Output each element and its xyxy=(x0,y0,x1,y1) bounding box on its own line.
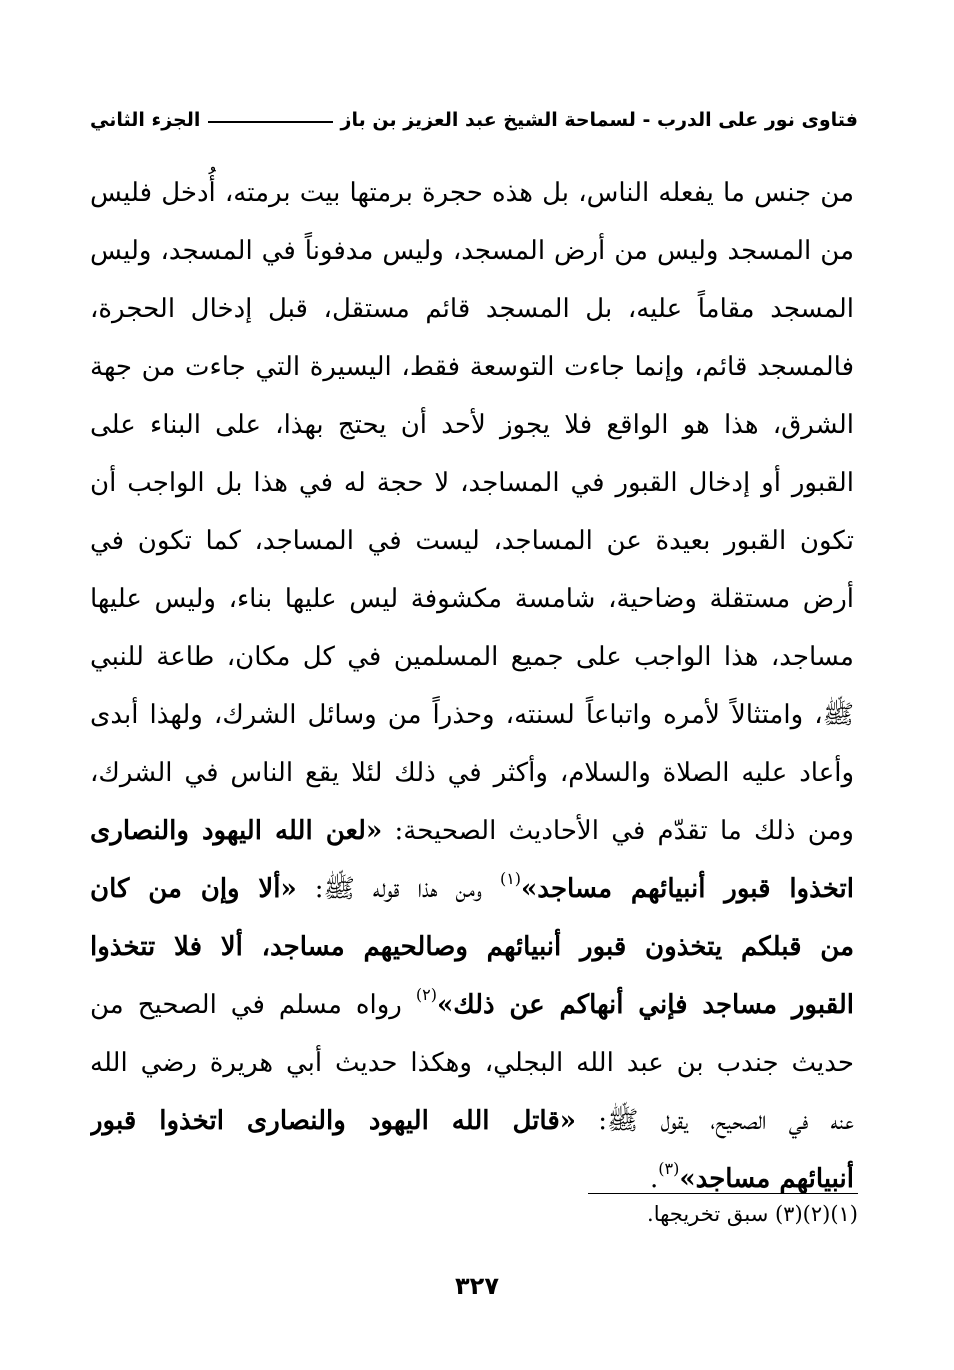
hadith-quote: «قاتل الله اليهود والنصارى اتخذوا قبور xyxy=(90,1106,577,1136)
footnote-ref-2: (٢) xyxy=(415,985,437,1005)
text-line-15 xyxy=(90,976,854,1034)
hadith-quote: أنبيائهم مساجد» xyxy=(679,1164,854,1194)
text-plain: . xyxy=(649,1164,659,1194)
text-line-10: ﷺ، وامتثالاً لأمره واتباعاً لسنته، وحذراً من وسائل الشرك، ولهذا أبدى xyxy=(90,700,854,730)
text-line-2: من المسجد وليس من أرض المسجد، وليس مدفوناً في المسجد، وليس xyxy=(90,236,854,266)
volume-label: الجزء الثاني xyxy=(90,109,201,131)
text-line-14 xyxy=(90,918,854,976)
text-line-11: وأعاد عليه الصلاة والسلام، وأكثر في ذلك لئلا يقع الناس في الشرك، xyxy=(90,758,854,788)
text-line-3: المسجد مقاماً عليه، بل المسجد قائم مستقل، قبل إدخال الحجرة، xyxy=(90,294,854,324)
running-header xyxy=(90,104,858,136)
text-plain: ومن ذلك ما تقدّم في الأحاديث الصحيحة: xyxy=(382,816,854,846)
text-line-6: القبور أو إدخال القبور في المساجد، لا حجة له في هذا بل الواجب أن xyxy=(90,468,854,498)
body-text xyxy=(90,164,854,1208)
footnote-ref-1: (١) xyxy=(499,869,522,889)
footnote-ref-3: (٣) xyxy=(658,1159,680,1179)
text-line-7: تكون القبور بعيدة عن المساجد، ليست في المساجد، كما تكون في xyxy=(90,526,854,556)
header-rule xyxy=(208,121,332,123)
text-line-9: مساجد، هذا الواجب على جميع المسلمين في كل مكان، طاعة للنبي xyxy=(90,642,854,672)
hadith-quote: القبور مساجد فإني أنهاكم عن ذلك» xyxy=(436,990,854,1020)
text-line-13 xyxy=(90,860,854,918)
text-plain: عنه في الصحيح، يقول ﷺ: xyxy=(576,1106,854,1136)
hadith-quote: اتخذوا قبور أنبيائهم مساجد» xyxy=(521,874,854,904)
text-plain: ومن هذا قوله ﷺ: xyxy=(296,874,500,904)
text-plain: رواه مسلم في الصحيح من xyxy=(90,990,416,1020)
footnote-rule xyxy=(588,1193,858,1194)
hadith-quote: «لعن الله اليهود والنصارى xyxy=(90,816,383,846)
hadith-quote: من قبلكم يتخذون قبور أنبيائهم وصالحيهم مساجد، ألا فلا تتخذوا xyxy=(90,932,854,962)
footnote-text: (١)(٢)(٣) سبق تخريجها. xyxy=(647,1202,858,1226)
text-line-16: حديث جندب بن عبد الله البجلي، وهكذا حديث أبي هريرة رضي الله xyxy=(90,1048,854,1078)
book-title: فتاوى نور على الدرب - لسماحة الشيخ عبد العزيز بن باز xyxy=(340,109,858,131)
text-line-8: أرض مستقلة وضاحية، شامسة مكشوفة ليس عليها بناء، وليس عليها xyxy=(90,584,854,614)
text-line-5: الشرق، هذا هو الواقع فلا يجوز لأحد أن يحتج بهذا، على البناء على xyxy=(90,410,854,440)
text-line-12 xyxy=(90,802,854,860)
page-number: ٣٢٧ xyxy=(455,1272,499,1300)
text-line-17 xyxy=(90,1092,854,1150)
text-line-1: من جنس ما يفعله الناس، بل هذه حجرة برمتها بيت برمته، أُدخل فليس xyxy=(90,178,854,208)
text-line-4: فالمسجد قائم، وإنما جاءت التوسعة فقط، اليسيرة التي جاءت من جهة xyxy=(90,352,854,382)
hadith-quote: «ألا وإن من كان xyxy=(90,874,297,904)
text-line-18 xyxy=(90,1150,854,1208)
